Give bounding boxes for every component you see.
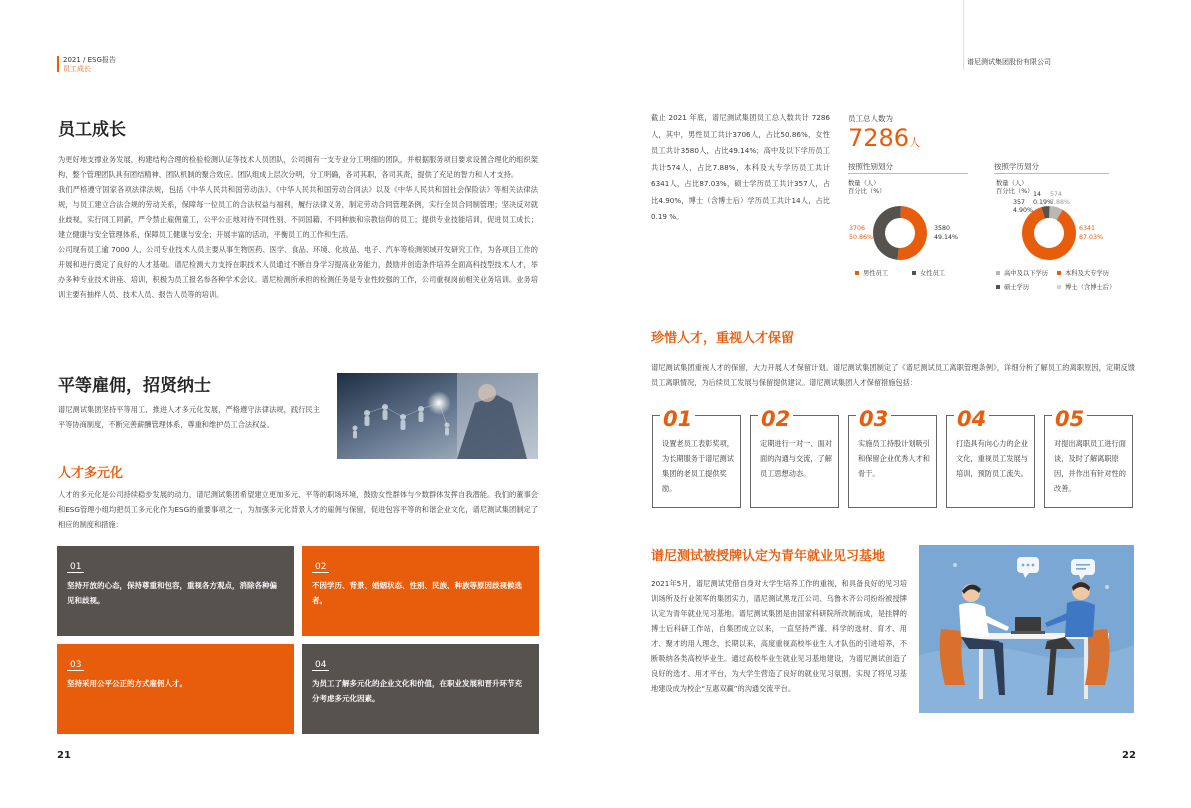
header-divider xyxy=(963,0,964,70)
card-text: 打造具有向心力的企业文化，重视员工发展与培训，预防员工流失。 xyxy=(956,439,1028,478)
legend-label: 硕士学历 xyxy=(1004,284,1030,291)
report-label: 2021 / ESG报告 xyxy=(63,56,116,64)
chart-divider xyxy=(994,173,1109,174)
diversity-title: 人才多元化 xyxy=(58,466,124,481)
legend-label: 本科及大专学历 xyxy=(1065,270,1110,277)
chart-divider xyxy=(848,173,968,174)
measure-text: 坚持开放的心态，保持尊重和包容，重视各方观点，消除各种偏见和歧视。 xyxy=(67,581,277,605)
total-staff-label: 员工总人数为 xyxy=(848,114,893,123)
card-number: 03 xyxy=(856,407,891,431)
highschool-data-label xyxy=(1050,191,1070,206)
legend-label: 男性员工 xyxy=(863,270,889,277)
male-percent: 50.86% xyxy=(849,234,874,241)
phd-count: 14 xyxy=(1033,191,1042,198)
card-number: 02 xyxy=(758,407,793,431)
measure-number: 01 xyxy=(67,562,84,573)
business-network-image xyxy=(337,373,538,459)
internship-base-title: 谱尼测试被授牌认定为青年就业见习基地 xyxy=(651,549,886,564)
diversity-measure-card xyxy=(57,546,294,636)
measure-number: 03 xyxy=(67,660,84,671)
male-count: 3706 xyxy=(849,225,866,232)
card-number: 04 xyxy=(954,407,989,431)
legend-item-master xyxy=(996,282,1029,291)
retention-measure-card xyxy=(652,407,741,508)
legend-swatch xyxy=(1057,285,1061,289)
retention-measure-card xyxy=(750,407,839,508)
card-text: 实施员工持股计划吸引和保留企业优秀人才和骨干。 xyxy=(858,439,930,478)
master-data-label xyxy=(1013,199,1033,214)
diversity-text: 人才的多元化是公司持续稳步发展的动力，谱尼测试集团希望建立更加多元、平等的职场环境，鼓励女性群体与少数群体发挥自我潜能。我们的董事会和ESG管理小组均把员工多元化作为ESG的重要事项之一，为加强多元化背景人才的雇佣与保留，促进包容平等的和谐企业文化，谱尼测试集团制定了相应的制度和措施： xyxy=(58,490,538,529)
legend-label: 女性员工 xyxy=(920,270,946,277)
legend-item-male xyxy=(855,268,888,277)
bachelor-percent: 87.03% xyxy=(1079,234,1104,241)
legend-label: 高中及以下学历 xyxy=(1004,270,1049,277)
measure-text: 为员工了解多元化的企业文化和价值，在职业发展和晋升环节充分考虑多元化因素。 xyxy=(312,679,522,703)
legend-swatch xyxy=(912,271,916,275)
intro-text xyxy=(58,152,538,302)
retention-text: 谱尼测试集团重视人才的保留，大力开展人才保留计划。谱尼测试集团制定了《谱尼测试员工离职管理条例》，详细分析了解员工的离职原因，定期反馈员工离职情况，为后续员工发展与保留提供建议。谱尼测试集团人才保留措施包括： xyxy=(651,363,1135,387)
card-text: 定期进行一对一、面对面的沟通与交流，了解员工思想动态。 xyxy=(760,439,832,478)
diversity-measure-card xyxy=(302,644,539,734)
gender-donut-chart xyxy=(870,203,930,263)
legend-swatch xyxy=(1057,271,1061,275)
page-title: 员工成长 xyxy=(58,120,126,140)
page-number-left: 21 xyxy=(57,750,71,761)
legend-swatch xyxy=(996,271,1000,275)
donut-slice xyxy=(873,206,901,260)
card-text: 设置老员工表彰奖项，为长期服务于谱尼测试集团的老员工提供奖励。 xyxy=(662,439,734,493)
card-text: 对提出离职员工进行面谈，及时了解离职原因，并作出有针对性的改善。 xyxy=(1054,439,1126,493)
equal-employment-text: 谱尼测试集团坚持平等用工，推进人才多元化发展，严格遵守法律法规，践行民主平等协商制度，不断完善薪酬管理体系，尊重和维护员工合法权益。 xyxy=(58,405,320,429)
legend-item-female xyxy=(912,268,945,277)
legend-swatch xyxy=(855,271,859,275)
donut-slice xyxy=(898,206,927,260)
education-chart-unit: 百分比（%） xyxy=(996,188,1034,195)
card-number: 05 xyxy=(1052,407,1087,431)
gender-chart-title: 按照性别划分 xyxy=(848,162,893,171)
master-count: 357 xyxy=(1013,199,1026,206)
highschool-percent: 7.88% xyxy=(1050,198,1071,206)
phd-percent: 0.19% xyxy=(1033,198,1054,206)
total-staff-value xyxy=(848,124,920,157)
diversity-measure-card xyxy=(302,546,539,636)
section-label: 员工成长 xyxy=(63,65,91,73)
gender-chart-unit: 百分比（%） xyxy=(848,188,886,195)
male-data-label xyxy=(849,224,873,242)
measure-number: 02 xyxy=(312,562,329,573)
highschool-count: 574 xyxy=(1050,191,1063,198)
master-percent: 4.90% xyxy=(1013,206,1034,214)
legend-item-bachelor xyxy=(1057,268,1109,277)
internship-base-text: 2021年5月，谱尼测试凭借自身对大学生培养工作的重视，和具备良好的见习培训场所及行业领军的集团实力，谱尼测试黑龙江公司、乌鲁木齐公司纷纷被授牌认定为青年就业见习基地。谱尼测试集团是由国家科研院所改制而成，是挂牌的博士后科研工作站，自集团成立以来，一直坚持严谨、科学的选材、育才、用才、聚才的用人理念，长期以来，高度重视高校毕业生人才队伍的引进培养，不断吸纳各类高校毕业生。通过高校毕业生就业见习基地建设，为谱尼测试创造了良好的选才、用才平台，为大学生营造了良好的就业见习氛围，实现了将见习基地建设成为校企“互惠双赢”的沟通交流平台。 xyxy=(651,579,907,693)
female-count: 3580 xyxy=(934,225,951,232)
legend-swatch xyxy=(996,285,1000,289)
bachelor-count: 6341 xyxy=(1079,225,1096,232)
diversity-measure-card xyxy=(57,644,294,734)
header-accent-bar xyxy=(57,56,59,72)
bachelor-data-label xyxy=(1079,224,1103,242)
retention-measure-card xyxy=(946,407,1035,508)
intro-paragraph: 公司现有员工逾 7000 人，公司专业技术人员主要从事生物医药、医学、食品、环境、化妆品、电子、汽车等检测领域开发研究工作，为各项目工作的开展和进行奠定了良好的人才基础。谱尼检测大力支持在职技术人员通过不断自身学习提高业务能力，鼓励并创造条件培养全面高科技型技术人才，举办多种专业技术讲座、培训，积极为员工报名参各种学术会议。谱尼检测所承担的检测任务是专业性较强的工作，公司重视岗前相关业务培训。业务培训主要有抽样人员、技术人员、报告人员等的培训。 xyxy=(58,245,538,299)
interview-illustration xyxy=(919,545,1134,713)
page-number-right: 22 xyxy=(1122,750,1136,761)
retention-measure-card xyxy=(848,407,937,508)
measure-number: 04 xyxy=(312,660,329,671)
education-chart-unit: 数量（人） xyxy=(996,180,1028,187)
total-staff-unit: 人 xyxy=(909,136,921,149)
intro-paragraph: 我们严格遵守国家各项法律法规，包括《中华人民共和国劳动法》、《中华人民共和国劳动合同法》以及《中华人民共和国社会保险法》等相关法律法规，与员工建立合法合规的劳动关系，保障每一位员工的合法权益与福利，履行法律义务，制定劳动合同管理条例，实行全员合同制管理；坚决反对就业歧视，实行同工同薪，严令禁止雇佣童工，公平公正地对待不同性别、不同国籍、不同种族和宗教信仰的员工；提供专业技能培训，促进员工成长；建立健康与安全管理体系，保障员工健康与安全；开展丰富的活动，平衡员工的工作和生活。 xyxy=(58,185,538,239)
measure-text: 不因学历、背景、婚姻状态、性别、民族、种族等原因歧视候选者。 xyxy=(312,581,522,605)
female-percent: 49.14% xyxy=(934,234,959,241)
total-staff-number: 7286 xyxy=(848,124,910,152)
measure-text: 坚持采用公平公正的方式雇佣人才。 xyxy=(67,679,187,688)
education-chart-title: 按照学历划分 xyxy=(994,162,1039,171)
legend-item-phd xyxy=(1057,282,1115,291)
retention-measure-card xyxy=(1044,407,1133,508)
legend-label: 博士（含博士后） xyxy=(1065,284,1116,291)
equal-employment-title: 平等雇佣，招贤纳士 xyxy=(58,376,211,396)
gender-chart-unit: 数量（人） xyxy=(848,180,880,187)
company-name: 谱尼测试集团股份有限公司 xyxy=(967,58,1051,66)
female-data-label xyxy=(934,224,958,242)
card-number: 01 xyxy=(660,407,695,431)
staff-statistics-text: 截止 2021 年底，谱尼测试集团员工总人数共计 7286人，其中，男性员工共计3706人，占比50.86%，女性员工共计3580人，占比49.14%；高中及以下学历员工共计574人，占比7.88%，本科及大专学历员工共计6341人，占比87.03%，硕士学历员工共计357人，占比4.90%，博士（含博士后）学历员工共计14人，占比 0.19 %。 xyxy=(651,113,830,221)
intro-paragraph: 为更好地支撑业务发展，构建结构合理的检验检测认证等技术人员团队，公司拥有一支专业分工明细的团队，并根据服务项目要求设置合理化的组织架构，整个管理团队具有团结精神、团队机制的聚合效应。团队组成上层次分明，分工明确，各司其职，各司其责，提供了充足的智力和人才支持。 xyxy=(58,155,538,179)
legend-item-highschool xyxy=(996,268,1048,277)
retention-title: 珍惜人才，重视人才保留 xyxy=(651,331,795,346)
